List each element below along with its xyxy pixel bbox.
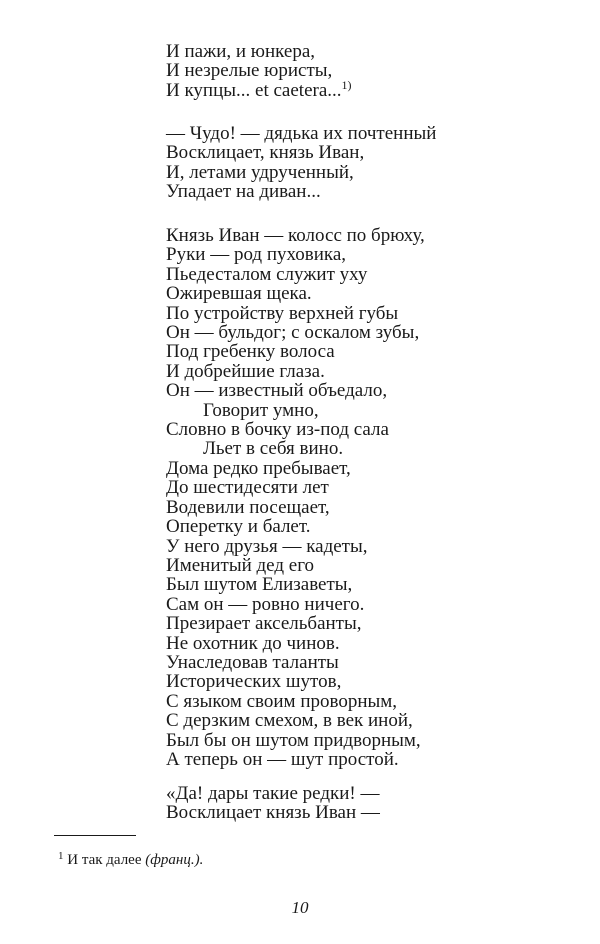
- poem-line: Пьедесталом служит уху: [166, 263, 368, 285]
- poem-line: С языком своим проворным,: [166, 690, 398, 712]
- stanza-3: [166, 226, 425, 769]
- poem-line: Князь Иван — колосс по брюху,: [166, 225, 425, 246]
- poem-line: Дома редко пребывает,: [166, 457, 351, 479]
- poem-line: Именитый дед его: [166, 554, 315, 576]
- poem-line: Был шутом Елизаветы,: [166, 574, 353, 596]
- poem-line: [166, 77, 352, 101]
- poem-line: Был бы он шутом придворным,: [166, 729, 421, 751]
- poem-line: А теперь он — шут простой.: [166, 748, 399, 770]
- poem-line: И добрейшие глаза.: [166, 360, 325, 382]
- poem-line: Унаследовав таланты: [166, 651, 339, 673]
- poem-line-indented: Говорит умно,: [203, 399, 319, 421]
- stanza-4: [166, 784, 380, 823]
- footnote-reference: 1): [341, 77, 352, 92]
- poem-line: И, летами удрученный,: [166, 161, 354, 183]
- page-number: 10: [291, 898, 309, 917]
- poem-line-text: И купцы... et caetera...: [166, 79, 342, 101]
- poem-line: Он — известный объедало,: [166, 380, 388, 402]
- poem-line: Ожиревшая щека.: [166, 283, 312, 305]
- poem-line: Упадает на диван...: [166, 181, 321, 203]
- poem-line: Сам он — ровно ничего.: [166, 593, 365, 615]
- footnote: [58, 851, 203, 869]
- poem-line: Он — бульдог; с оскалом зубы,: [166, 322, 420, 344]
- poem-line: По устройству верхней губы: [166, 302, 399, 324]
- footnote-mark: 1: [58, 850, 64, 862]
- poem-line: Восклицает князь Иван —: [166, 802, 380, 824]
- footnote-language: (франц.).: [145, 852, 204, 868]
- poem-line: Под гребенку волоса: [166, 341, 335, 363]
- poem-line: И пажи, и юнкера,: [166, 41, 316, 62]
- poem-line: У него друзья — кадеты,: [166, 535, 368, 557]
- poem-line: До шестидесяти лет: [166, 477, 329, 499]
- poem-line: Словно в бочку из-под сала: [166, 419, 389, 441]
- poem-line: — Чудо! — дядька их почтенный: [166, 123, 437, 144]
- poem-line: Не охотник до чинов.: [166, 632, 340, 654]
- footnote-text: И так далее: [67, 852, 142, 868]
- poem-line: С дерзким смехом, в век иной,: [166, 710, 413, 732]
- poem-line: И незрелые юристы,: [166, 60, 333, 82]
- poem-line: Исторических шутов,: [166, 671, 342, 693]
- poem-line: Оперетку и балет.: [166, 516, 311, 538]
- poem-line: Руки — род пуховика,: [166, 244, 347, 266]
- poem-line: «Да! дары такие редки! —: [166, 783, 380, 804]
- poem-line: Презирает аксельбанты,: [166, 613, 362, 635]
- poem-line: Восклицает, князь Иван,: [166, 142, 365, 164]
- stanza-1: [166, 42, 352, 100]
- footnote-separator: [54, 835, 136, 836]
- poem-line-indented: Льет в себя вино.: [203, 438, 344, 460]
- stanza-2: [166, 124, 436, 202]
- poem-line: Водевили посещает,: [166, 496, 330, 518]
